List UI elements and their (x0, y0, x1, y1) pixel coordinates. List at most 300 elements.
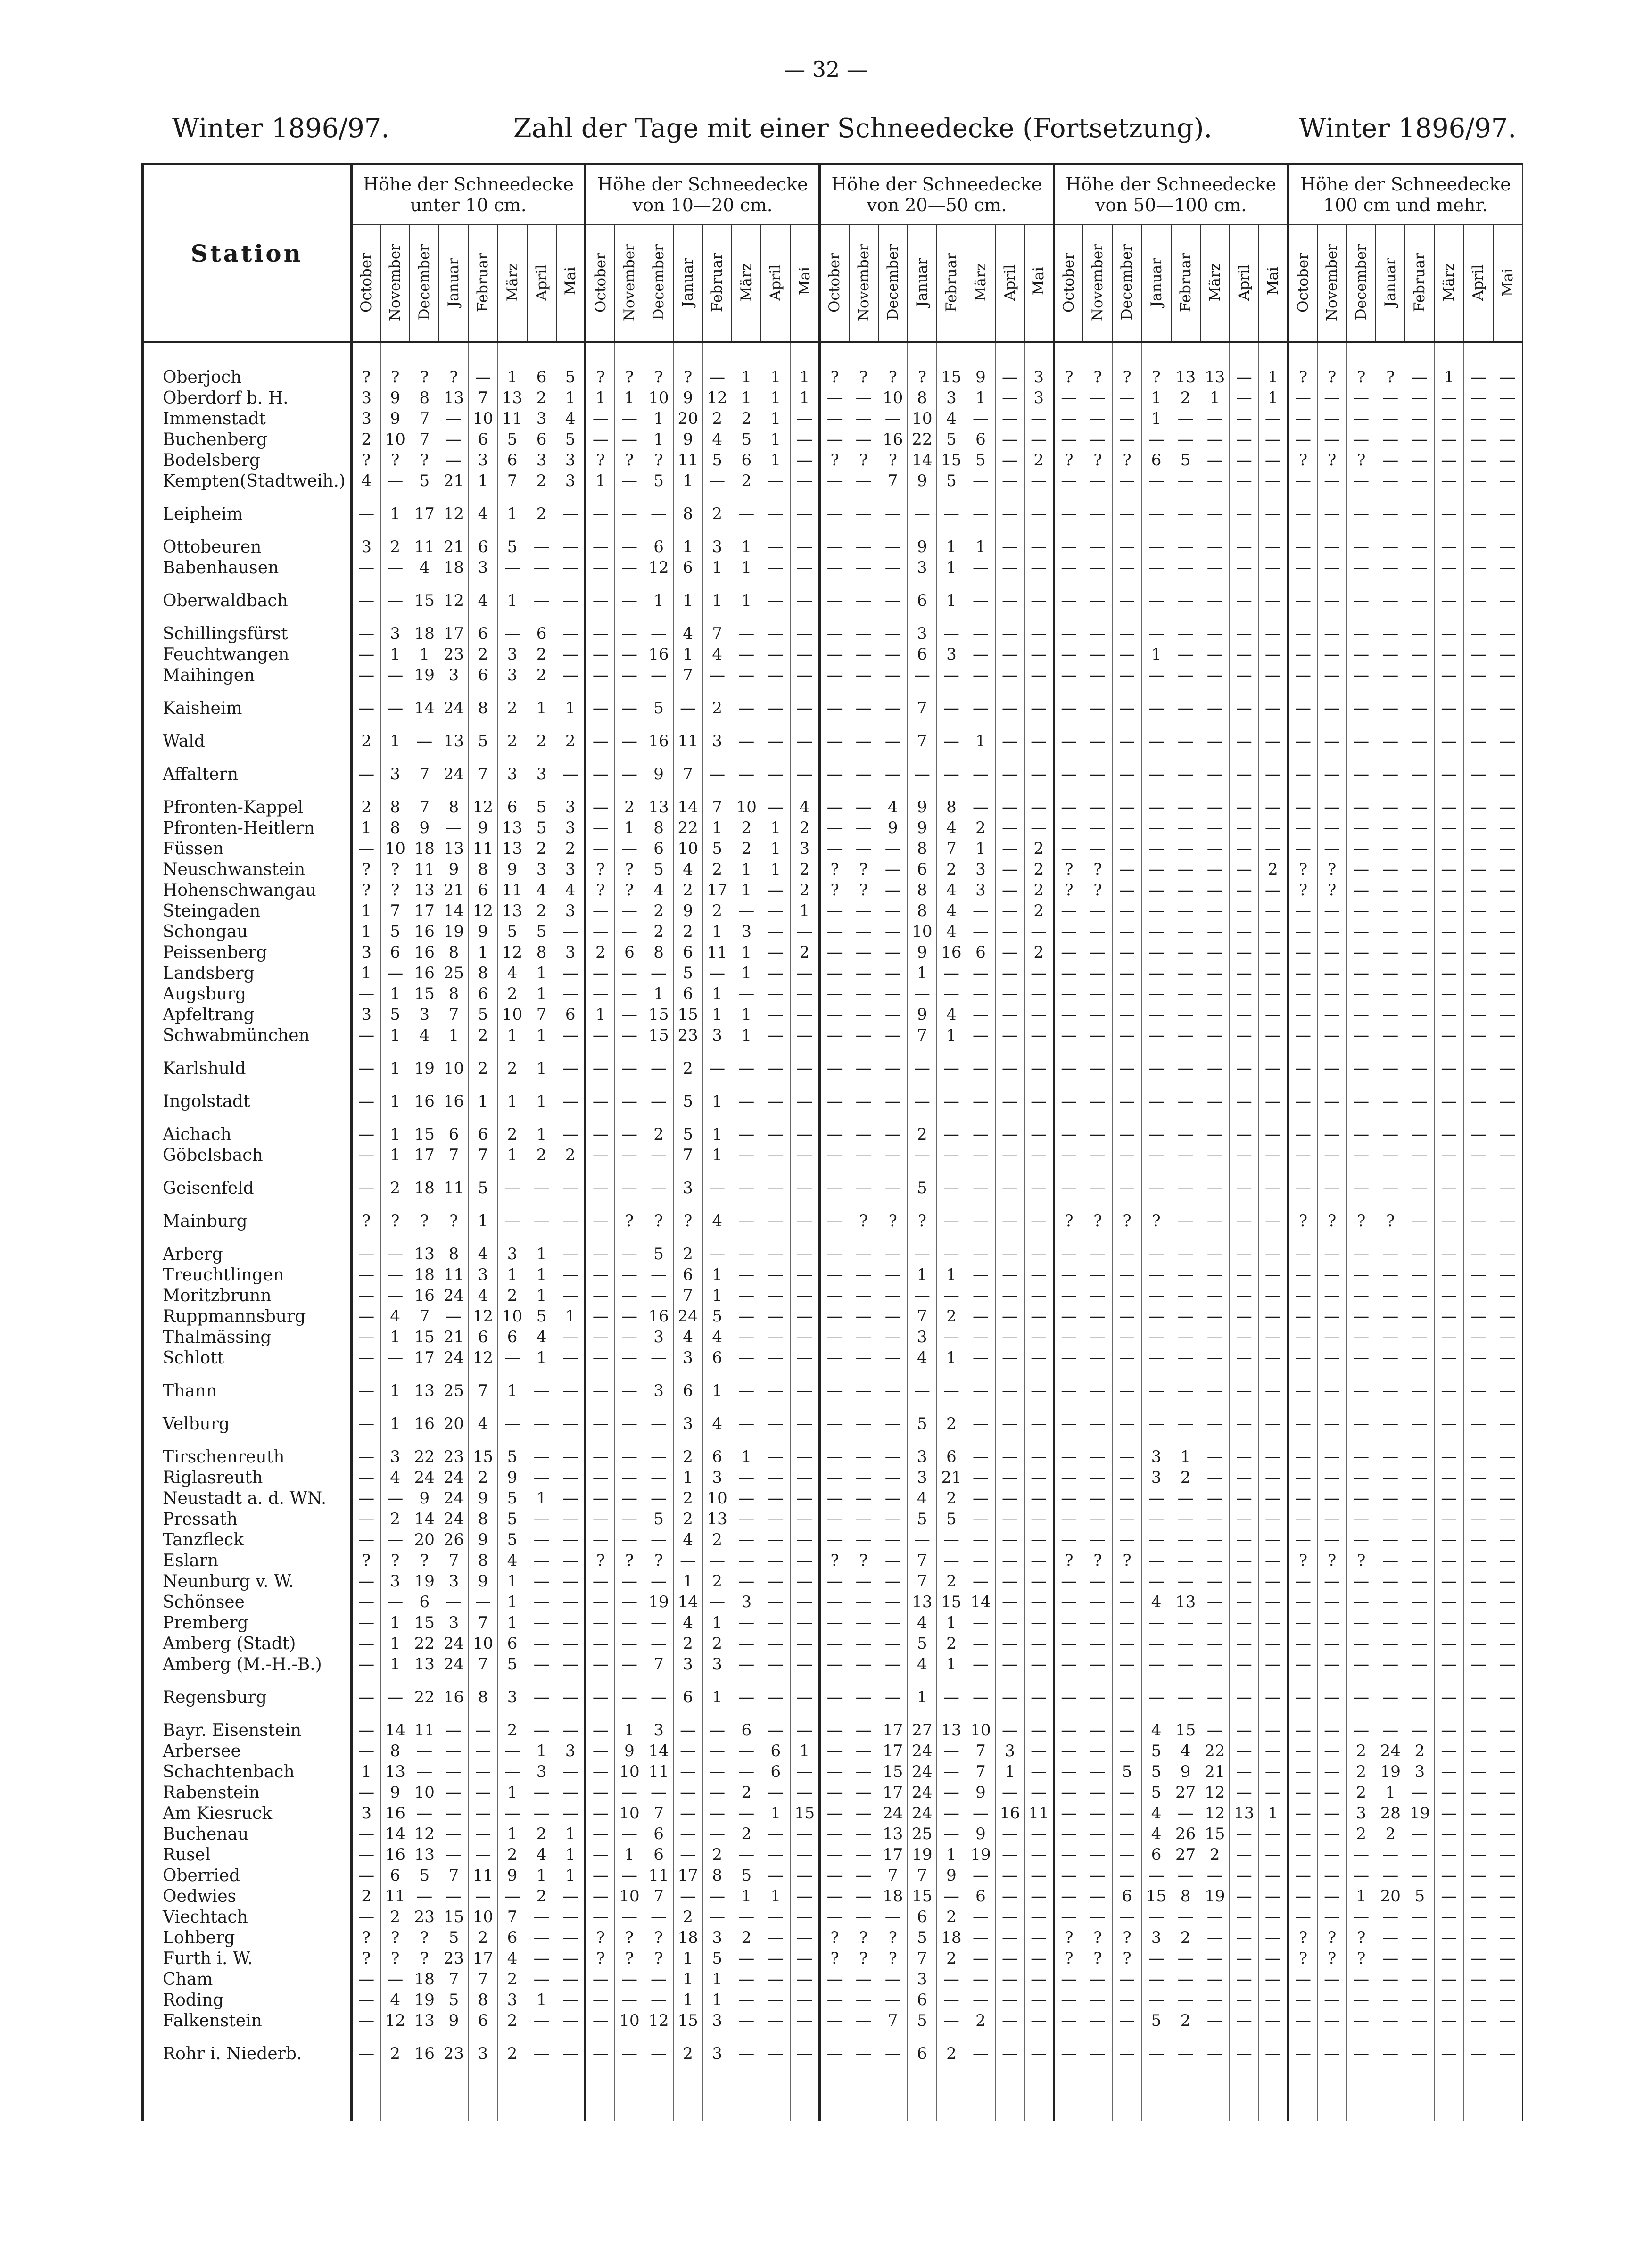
spacer-cell (556, 524, 586, 537)
day-count-cell: — (1230, 1264, 1259, 1285)
day-count-cell: — (586, 1907, 615, 1927)
spacer-cell (1024, 1046, 1054, 1058)
day-count-cell: — (1405, 942, 1434, 963)
spacer-cell (468, 491, 497, 504)
day-count-cell: — (995, 838, 1024, 859)
day-count-cell: — (1024, 2010, 1054, 2031)
day-count-cell: 1 (351, 900, 380, 921)
spacer-cell (849, 686, 878, 698)
day-count-cell: — (761, 1844, 790, 1865)
day-count-cell: — (1434, 1592, 1463, 1612)
spacer-cell (849, 1708, 878, 1720)
day-count-cell: — (556, 1927, 586, 1948)
day-count-cell: 23 (439, 1948, 468, 1969)
day-count-cell: 2 (937, 1488, 966, 1509)
spacer-cell (995, 2031, 1024, 2043)
day-count-cell: — (995, 1927, 1024, 1948)
day-count-cell: — (556, 1592, 586, 1612)
day-count-cell: — (1024, 1550, 1054, 1571)
day-count-cell: — (1171, 665, 1200, 686)
day-count-cell: — (1230, 450, 1259, 471)
spacer-cell (351, 719, 380, 731)
day-count-cell: — (1376, 1592, 1405, 1612)
day-count-cell: 9 (498, 859, 527, 880)
day-count-cell: 8 (644, 818, 673, 838)
spacer-cell (1346, 1165, 1376, 1178)
day-count-cell: 1 (586, 471, 615, 491)
spacer-cell (586, 611, 615, 623)
day-count-cell: 12 (410, 1824, 439, 1844)
spacer-row (143, 1046, 1523, 1058)
day-count-cell: — (966, 1264, 995, 1285)
day-count-cell: — (1288, 1178, 1317, 1198)
day-count-cell: 2 (498, 1844, 527, 1865)
day-count-cell: — (1200, 1446, 1230, 1467)
day-count-cell: — (995, 1380, 1024, 1401)
spacer-cell (1054, 1165, 1083, 1178)
spacer-cell (761, 1708, 790, 1720)
spacer-cell (498, 1046, 527, 1058)
spacer-cell (1259, 491, 1288, 504)
day-count-cell: — (1376, 1264, 1405, 1285)
spacer-cell (849, 1198, 878, 1211)
spacer-cell (1405, 2064, 1434, 2121)
spacer-cell (702, 1231, 732, 1244)
day-count-cell: — (1463, 1004, 1493, 1025)
spacer-cell (1024, 1708, 1054, 1720)
day-count-cell: 2 (937, 1948, 966, 1969)
spacer-cell (586, 1046, 615, 1058)
table-row (143, 1327, 1523, 1347)
day-count-cell: — (995, 1550, 1024, 1571)
day-count-cell: — (586, 1886, 615, 1907)
day-count-cell: 1 (380, 1380, 410, 1401)
day-count-cell: — (937, 1550, 966, 1571)
day-count-cell: — (820, 1004, 849, 1025)
spacer-cell (1083, 1675, 1112, 1687)
day-count-cell: 13 (498, 900, 527, 921)
day-count-cell: — (878, 1306, 908, 1327)
day-count-cell: 7 (468, 1969, 497, 1990)
table-row (143, 1488, 1523, 1509)
day-count-cell: — (995, 1687, 1024, 1708)
day-count-cell: ? (1288, 367, 1317, 388)
day-count-cell: 6 (498, 1327, 527, 1347)
day-count-cell: 16 (439, 1687, 468, 1708)
spacer-cell (1171, 719, 1200, 731)
spacer-cell (410, 2064, 439, 2121)
day-count-cell: — (1230, 1990, 1259, 2010)
day-count-cell: — (849, 1285, 878, 1306)
day-count-cell: — (1200, 1927, 1230, 1948)
day-count-cell: — (468, 1761, 497, 1782)
spacer-cell (1171, 1675, 1200, 1687)
day-count-cell: 9 (468, 921, 497, 942)
day-count-cell: — (820, 1969, 849, 1990)
day-count-cell: — (761, 590, 790, 611)
day-count-cell: ? (849, 1550, 878, 1571)
day-count-cell: — (702, 1907, 732, 1927)
day-count-cell: 3 (673, 1413, 702, 1434)
spacer-cell (1288, 578, 1317, 590)
day-count-cell: — (1288, 900, 1317, 921)
month-header (644, 225, 673, 342)
day-count-cell: 5 (1405, 1886, 1434, 1907)
day-count-cell: 1 (732, 963, 761, 983)
day-count-cell: 4 (498, 1948, 527, 1969)
table-row (143, 1612, 1523, 1633)
month-label: Januar (1382, 257, 1399, 307)
spacer-cell (410, 1708, 439, 1720)
day-count-cell: — (1463, 1782, 1493, 1803)
day-count-cell: — (1493, 557, 1522, 578)
day-count-cell: 5 (498, 1488, 527, 1509)
spacer-cell (995, 578, 1024, 590)
day-count-cell: — (1317, 1803, 1346, 1824)
station-name: Kempten(Stadtweih.) (143, 471, 352, 491)
day-count-cell: — (1288, 1886, 1317, 1907)
day-count-cell: 6 (380, 942, 410, 963)
day-count-cell: 2 (527, 504, 556, 524)
day-count-cell: — (1054, 1509, 1083, 1529)
day-count-cell: — (1259, 429, 1288, 450)
day-count-cell: — (1024, 1178, 1054, 1198)
day-count-cell: — (702, 1178, 732, 1198)
day-count-cell: — (1054, 1741, 1083, 1761)
day-count-cell: — (498, 1761, 527, 1782)
day-count-cell: — (1112, 1306, 1141, 1327)
day-count-cell: 3 (498, 1990, 527, 2010)
day-count-cell: — (1405, 1612, 1434, 1633)
group-header (586, 164, 820, 225)
spacer-cell (143, 1708, 352, 1720)
day-count-cell: — (790, 764, 819, 785)
spacer-cell (615, 524, 644, 537)
day-count-cell: — (1434, 1380, 1463, 1401)
spacer-cell (527, 1079, 556, 1091)
station-name: Neuschwanstein (143, 859, 352, 880)
day-count-cell: — (556, 963, 586, 983)
spacer-cell (702, 491, 732, 504)
day-count-cell: — (586, 1264, 615, 1285)
day-count-cell: — (351, 2043, 380, 2064)
day-count-cell: — (1083, 388, 1112, 408)
day-count-cell: — (1288, 1124, 1317, 1145)
day-count-cell: — (878, 1633, 908, 1654)
day-count-cell: — (1083, 665, 1112, 686)
day-count-cell: 12 (1200, 1782, 1230, 1803)
day-count-cell: — (1083, 2010, 1112, 2031)
day-count-cell: 1 (351, 1761, 380, 1782)
spacer-cell (995, 1231, 1024, 1244)
day-count-cell: — (878, 1327, 908, 1347)
spacer-cell (1346, 611, 1376, 623)
day-count-cell: — (1405, 1969, 1434, 1990)
day-count-cell: 3 (556, 797, 586, 818)
day-count-cell: — (1346, 1380, 1376, 1401)
spacer-cell (732, 1368, 761, 1380)
spacer-cell (439, 611, 468, 623)
spacer-cell (1376, 1165, 1405, 1178)
spacer-cell (644, 1198, 673, 1211)
day-count-cell: 11 (673, 731, 702, 752)
spacer-cell (380, 785, 410, 797)
day-count-cell: ? (820, 1948, 849, 1969)
day-count-cell: — (732, 1413, 761, 1434)
day-count-cell: — (1346, 838, 1376, 859)
day-count-cell: 1 (702, 1004, 732, 1025)
day-count-cell: — (732, 1058, 761, 1079)
spacer-cell (878, 578, 908, 590)
day-count-cell: — (1376, 1948, 1405, 1969)
day-count-cell: ? (1054, 1550, 1083, 1571)
spacer-cell (1230, 1198, 1259, 1211)
day-count-cell: 1 (615, 818, 644, 838)
day-count-cell: ? (586, 1927, 615, 1948)
day-count-cell: 5 (908, 1413, 937, 1434)
month-label: Mai (1499, 268, 1516, 297)
day-count-cell: — (1054, 1886, 1083, 1907)
spacer-cell (790, 611, 819, 623)
day-count-cell: — (1376, 1612, 1405, 1633)
day-count-cell: — (351, 1633, 380, 1654)
month-header (1288, 225, 1317, 342)
day-count-cell: — (673, 1803, 702, 1824)
day-count-cell: 7 (878, 1865, 908, 1886)
day-count-cell: — (1317, 1844, 1346, 1865)
day-count-cell: — (790, 963, 819, 983)
day-count-cell: 4 (644, 880, 673, 900)
day-count-cell: — (1230, 1948, 1259, 1969)
day-count-cell: — (1346, 921, 1376, 942)
day-count-cell: ? (1083, 367, 1112, 388)
station-name: Pfronten-Heitlern (143, 818, 352, 838)
spacer-cell (702, 611, 732, 623)
day-count-cell: — (820, 1058, 849, 1079)
spacer-cell (410, 719, 439, 731)
day-count-cell: 8 (439, 942, 468, 963)
day-count-cell: — (1434, 388, 1463, 408)
spacer-cell (1288, 1675, 1317, 1687)
day-count-cell: — (1493, 1244, 1522, 1264)
day-count-cell: — (1054, 1124, 1083, 1145)
spacer-cell (586, 2064, 615, 2121)
station-name: Oberdorf b. H. (143, 388, 352, 408)
spacer-cell (937, 2031, 966, 2043)
day-count-cell: 1 (966, 537, 995, 557)
day-count-cell: — (1142, 797, 1171, 818)
spacer-cell (1230, 1079, 1259, 1091)
day-count-cell: — (1259, 1687, 1288, 1708)
day-count-cell: — (586, 1529, 615, 1550)
spacer-cell (937, 1046, 966, 1058)
day-count-cell: — (1142, 1178, 1171, 1198)
day-count-cell: 5 (673, 1124, 702, 1145)
spacer-cell (1054, 2031, 1083, 2043)
spacer-cell (1142, 1401, 1171, 1413)
day-count-cell: — (351, 1413, 380, 1434)
day-count-cell: 5 (410, 471, 439, 491)
day-count-cell: — (615, 1865, 644, 1886)
day-count-cell: — (615, 1347, 644, 1368)
day-count-cell: — (527, 1211, 556, 1231)
spacer-cell (468, 752, 497, 764)
day-count-cell: — (732, 1285, 761, 1306)
day-count-cell: — (1346, 1446, 1376, 1467)
spacer-cell (380, 1368, 410, 1380)
day-count-cell: — (1230, 1824, 1259, 1844)
spacer-cell (1054, 611, 1083, 623)
day-count-cell: — (995, 921, 1024, 942)
day-count-cell: — (586, 623, 615, 644)
spacer-cell (702, 1112, 732, 1124)
day-count-cell: — (995, 408, 1024, 429)
day-count-cell: — (1024, 1327, 1054, 1347)
spacer-cell (1054, 1231, 1083, 1244)
day-count-cell: — (1142, 1244, 1171, 1264)
day-count-cell: ? (849, 880, 878, 900)
day-count-cell: — (995, 450, 1024, 471)
day-count-cell: — (790, 1720, 819, 1741)
day-count-cell: — (937, 1285, 966, 1306)
day-count-cell: — (1405, 921, 1434, 942)
spacer-cell (1054, 686, 1083, 698)
spacer-cell (556, 1112, 586, 1124)
day-count-cell: — (1142, 1633, 1171, 1654)
spacer-cell (673, 1368, 702, 1380)
day-count-cell: — (1405, 1380, 1434, 1401)
day-count-cell: — (1405, 2043, 1434, 2064)
day-count-cell: ? (1112, 367, 1141, 388)
spacer-cell (966, 578, 995, 590)
spacer-cell (556, 2031, 586, 2043)
day-count-cell: — (1434, 1907, 1463, 1927)
day-count-cell: — (556, 1025, 586, 1046)
spacer-cell (1200, 752, 1230, 764)
day-count-cell: — (1200, 1509, 1230, 1529)
day-count-cell: ? (908, 367, 937, 388)
day-count-cell: — (1376, 537, 1405, 557)
day-count-cell: 2 (702, 1529, 732, 1550)
day-count-cell: — (1317, 963, 1346, 983)
day-count-cell: — (849, 665, 878, 686)
day-count-cell: — (1493, 1446, 1522, 1467)
day-count-cell: 13 (498, 838, 527, 859)
day-count-cell: 13 (1230, 1803, 1259, 1824)
day-count-cell: — (527, 537, 556, 557)
day-count-cell: 27 (1171, 1844, 1200, 1865)
day-count-cell: — (1463, 1264, 1493, 1285)
spacer-cell (1024, 1231, 1054, 1244)
day-count-cell: 5 (908, 1509, 937, 1529)
day-count-cell: — (937, 504, 966, 524)
day-count-cell: — (586, 1571, 615, 1592)
day-count-cell: 9 (966, 1824, 995, 1844)
day-count-cell: — (790, 408, 819, 429)
day-count-cell: — (1112, 1264, 1141, 1285)
day-count-cell: — (1493, 1413, 1522, 1434)
day-count-cell: — (644, 1488, 673, 1509)
day-count-cell: — (1346, 1467, 1376, 1488)
day-count-cell: — (1142, 1306, 1171, 1327)
day-count-cell: — (1346, 698, 1376, 719)
day-count-cell: — (1493, 1347, 1522, 1368)
day-count-cell: — (527, 1654, 556, 1675)
day-count-cell: — (1259, 1844, 1288, 1865)
spacer-cell (937, 752, 966, 764)
table-row (143, 1025, 1523, 1046)
day-count-cell: 6 (761, 1741, 790, 1761)
spacer-cell (790, 1708, 819, 1720)
day-count-cell: 18 (410, 1178, 439, 1198)
spacer-cell (439, 1231, 468, 1244)
spacer-cell (143, 1165, 352, 1178)
spacer-cell (143, 719, 352, 731)
day-count-cell: — (1346, 983, 1376, 1004)
day-count-cell: — (586, 537, 615, 557)
day-count-cell: — (1317, 921, 1346, 942)
day-count-cell: — (995, 1124, 1024, 1145)
day-count-cell: — (995, 1467, 1024, 1488)
day-count-cell: 24 (439, 1654, 468, 1675)
day-count-cell: — (849, 557, 878, 578)
spacer-cell (849, 491, 878, 504)
day-count-cell: 18 (878, 1886, 908, 1907)
day-count-cell: 9 (908, 818, 937, 838)
day-count-cell: — (351, 1592, 380, 1612)
day-count-cell: — (878, 1592, 908, 1612)
spacer-cell (644, 1368, 673, 1380)
day-count-cell: — (1171, 698, 1200, 719)
day-count-cell: 13 (380, 1761, 410, 1782)
day-count-cell: 1 (673, 590, 702, 611)
day-count-cell: — (1024, 1025, 1054, 1046)
spacer-cell (615, 1434, 644, 1446)
spacer-cell (644, 719, 673, 731)
day-count-cell: — (849, 921, 878, 942)
day-count-cell: — (1171, 1091, 1200, 1112)
day-count-cell: — (1463, 1467, 1493, 1488)
day-count-cell: 2 (527, 1145, 556, 1165)
day-count-cell: — (1405, 1025, 1434, 1046)
day-count-cell: — (1200, 764, 1230, 785)
spacer-cell (468, 2031, 497, 2043)
day-count-cell: 15 (937, 450, 966, 471)
spacer-cell (908, 524, 937, 537)
day-count-cell: ? (1054, 450, 1083, 471)
spacer-cell (615, 2031, 644, 2043)
station-column-header: Station (143, 164, 352, 343)
day-count-cell: 1 (732, 388, 761, 408)
day-count-cell: — (1230, 1145, 1259, 1165)
spacer-cell (1376, 1401, 1405, 1413)
day-count-cell: — (1112, 983, 1141, 1004)
spacer-cell (1142, 524, 1171, 537)
spacer-cell (1288, 1434, 1317, 1446)
day-count-cell: 3 (702, 537, 732, 557)
day-count-cell: — (1434, 797, 1463, 818)
day-count-cell: — (849, 504, 878, 524)
day-count-cell: — (1317, 537, 1346, 557)
day-count-cell: 1 (732, 537, 761, 557)
day-count-cell: ? (1083, 450, 1112, 471)
day-count-cell: — (468, 1782, 497, 1803)
day-count-cell: — (1230, 644, 1259, 665)
day-count-cell: — (1230, 1592, 1259, 1612)
spacer-cell (556, 686, 586, 698)
day-count-cell: — (1405, 1948, 1434, 1969)
month-label: April (1470, 264, 1487, 301)
